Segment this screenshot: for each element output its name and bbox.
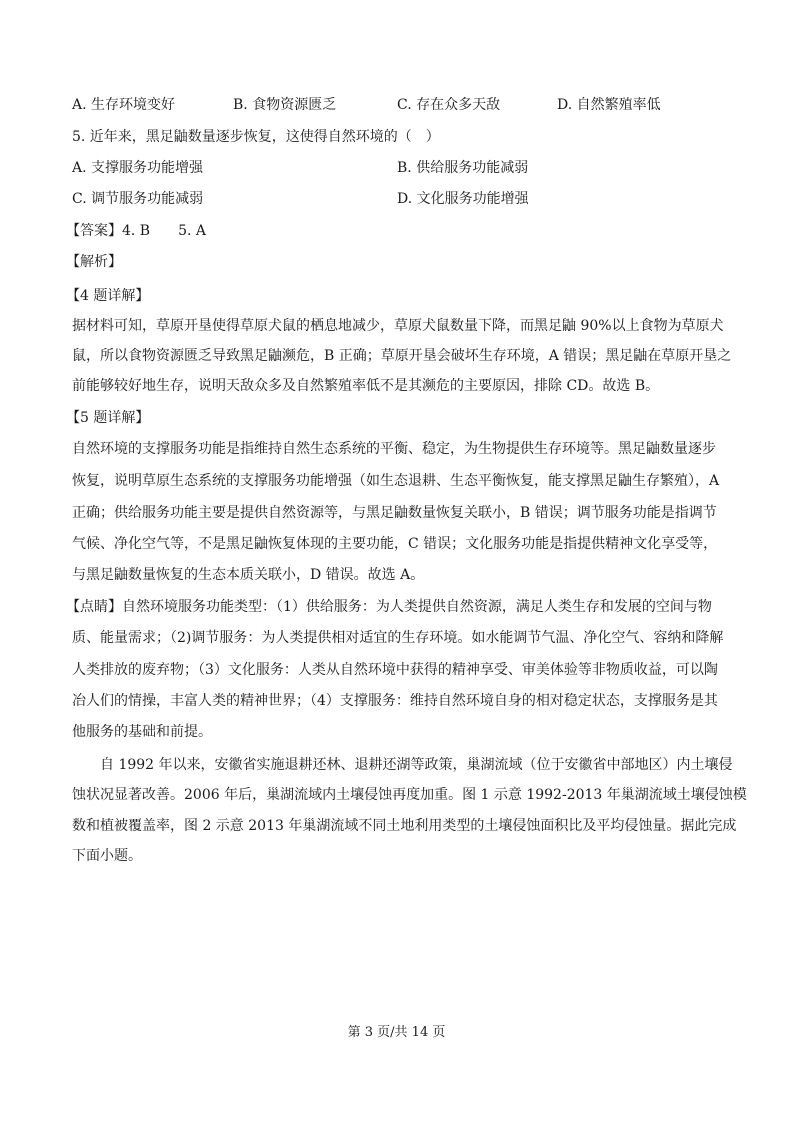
q4-detail-line: 前能够较好地生存，说明天敌众多及自然繁殖率低不是其濒危的主要原因，排除 CD。故选 B。 — [72, 378, 660, 394]
material-line: 自 1992 年以来，安徽省实施退耕还林、退耕还湖等政策，巢湖流域（位于安徽省中部地区）内土壤侵 — [72, 757, 733, 773]
tip-line: 冶人们的情操，丰富人类的精神世界；（4）支撑服务：维持自然环境自身的相对稳定状态，支撑服务是其 — [72, 693, 718, 709]
tip-line: 人类排放的废弃物；（3）文化服务：人类从自然环境中获得的精神享受、审美体验等非物质收益，可以陶 — [72, 662, 718, 678]
q4-option-c: C. 存在众多天敌 — [397, 97, 501, 113]
q4-detail-line: 鼠，所以食物资源匮乏导致黑足鼬濒危，B 正确；草原开垦会破坏生存环境，A 错误；黑足鼬在草原开垦之 — [72, 348, 732, 364]
material-line: 蚀状况显著改善。2006 年后，巢湖流域内土壤侵蚀再度加重。图 1 示意 1992-2013 年巢湖流域土壤侵蚀模 — [72, 787, 747, 803]
q5-detail-line: 恢复，说明草原生态系统的支撑服务功能增强（如生态退耕、生态平衡恢复，能支撑黑足鼬生存繁殖），A — [72, 473, 720, 489]
tip-line: 【点睛】自然环境服务功能类型：（1）供给服务：为人类提供自然资源，满足人类生存和发展的空间与物 — [66, 599, 712, 615]
analysis-header: 【解析】 — [66, 254, 122, 270]
q4-option-d: D. 自然繁殖率低 — [557, 97, 661, 113]
q5-option-d: D. 文化服务功能增强 — [397, 191, 529, 207]
tip-line: 质、能量需求；（2)调节服务：为人类提供相对适宜的生存环境。如水能调节气温、净化空气、容纳和降解 — [72, 630, 724, 646]
q5-option-c: C. 调节服务功能减弱 — [72, 191, 204, 207]
q4-detail-line: 据材料可知，草原开垦使得草原犬鼠的栖息地减少，草原犬鼠数量下降，而黑足鼬 90%以上食物为草原犬 — [72, 318, 724, 334]
q5-stem: 5. 近年来，黑足鼬数量逐步恢复，这使得自然环境的（ ） — [72, 129, 440, 145]
q5-detail-line: 与黑足鼬数量恢复的生态本质关联小，D 错误。故选 A。 — [72, 567, 425, 583]
q5-detail-header: 【5 题详解】 — [66, 410, 150, 426]
tip-line: 他服务的基础和前提。 — [72, 724, 212, 740]
q5-detail-line: 气候、净化空气等，不是黑足鼬恢复体现的主要功能，C 错误；文化服务功能是指提供精神文化享受等， — [72, 536, 718, 552]
page-number: 第 3 页/共 14 页 — [347, 1025, 446, 1040]
q5-detail-line: 自然环境的支撑服务功能是指维持自然生态系统的平衡、稳定，为生物提供生存环境等。黑足鼬数量逐步 — [72, 441, 716, 457]
q4-detail-header: 【4 题详解】 — [66, 288, 150, 304]
q5-option-b: B. 供给服务功能减弱 — [397, 160, 529, 176]
q4-option-a: A. 生存环境变好 — [72, 97, 176, 113]
material-line: 数和植被覆盖率，图 2 示意 2013 年巢湖流域不同土地利用类型的土壤侵蚀面积比及平均侵蚀量。据此完成 — [72, 818, 737, 834]
q5-option-a: A. 支撑服务功能增强 — [72, 160, 204, 176]
answer-line: 【答案】4. B 5. A — [66, 223, 207, 239]
material-line: 下面小题。 — [72, 848, 142, 864]
q4-option-b: B. 食物资源匮乏 — [233, 97, 337, 113]
q5-detail-line: 正确；供给服务功能主要是提供自然资源等，与黑足鼬数量恢复关联小，B 错误；调节服务功能是指调节 — [72, 505, 717, 521]
